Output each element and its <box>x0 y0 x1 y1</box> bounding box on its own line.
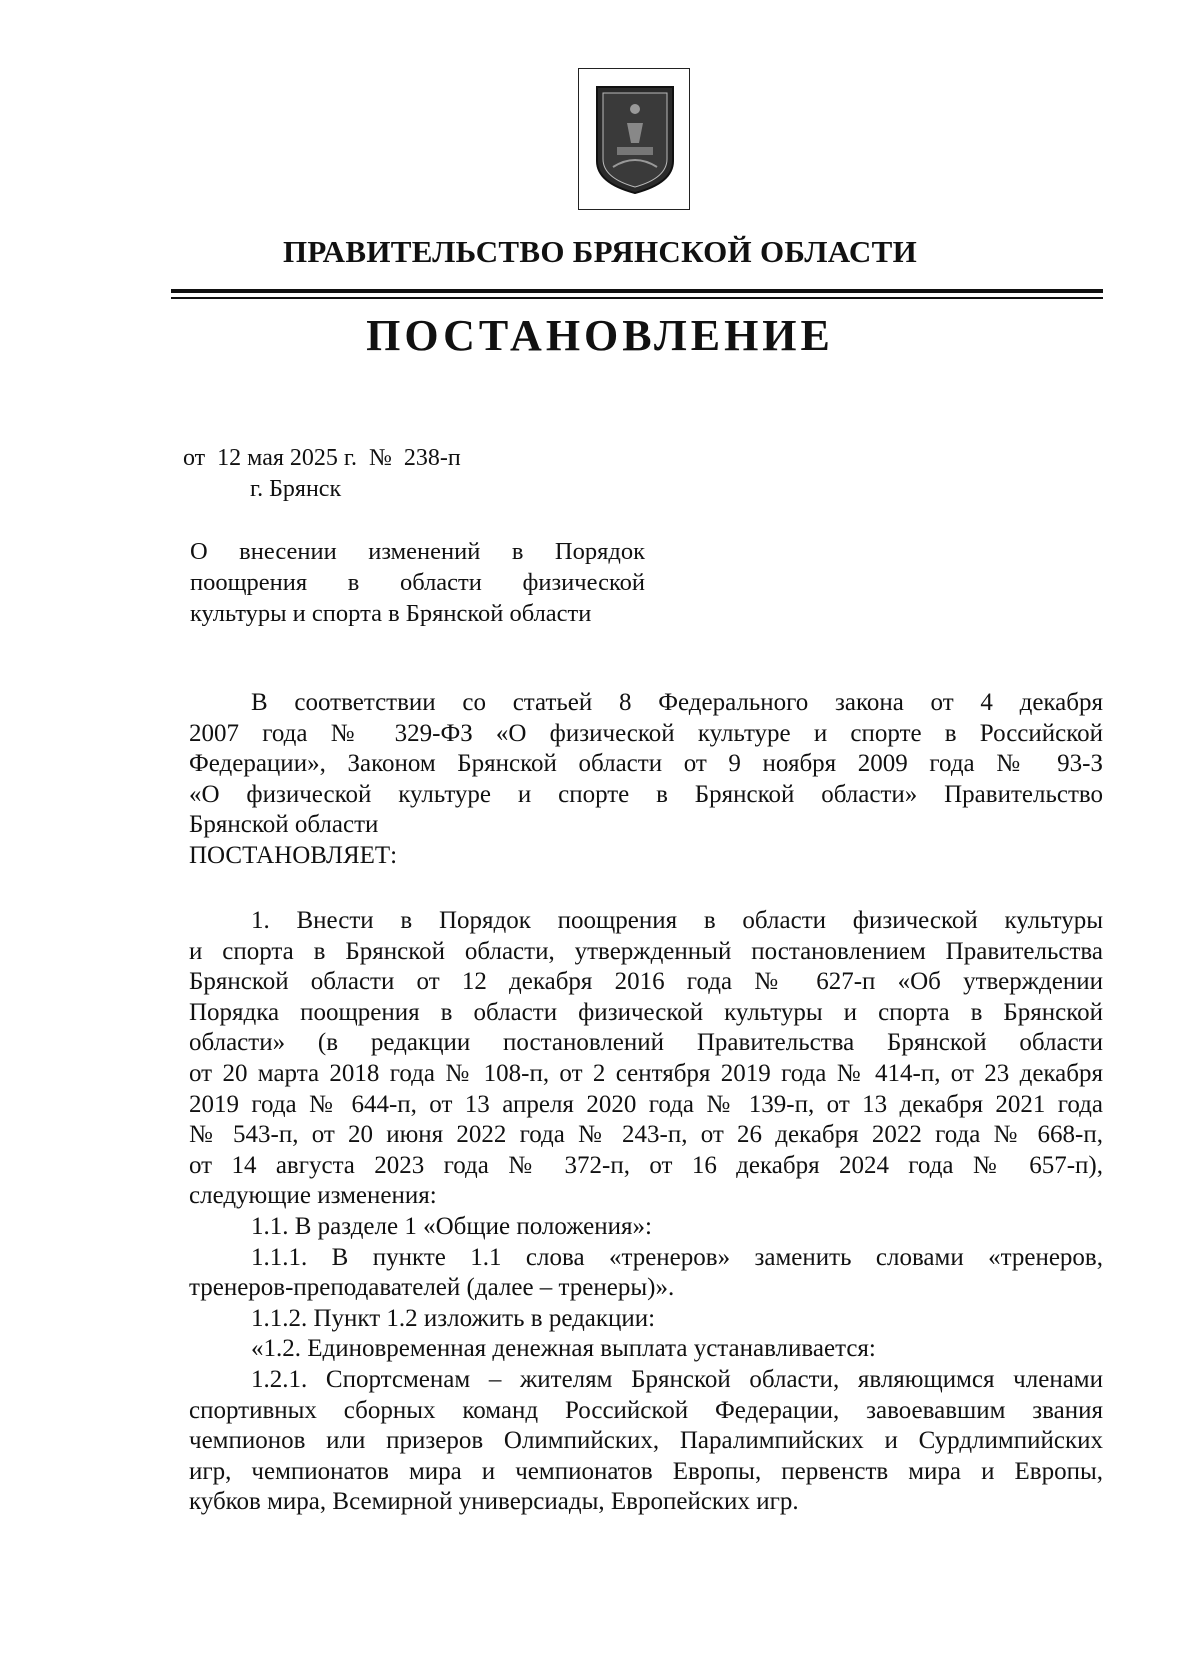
subject-line: поощрения в области физической <box>190 569 645 596</box>
document-type-title: ПОСТАНОВЛЕНИЕ <box>366 311 834 360</box>
coat-of-arms-icon <box>593 83 677 197</box>
header-rule-thin <box>171 297 1103 299</box>
text-line: 1. Внести в Порядок поощрения в области физической культуры <box>251 907 1103 934</box>
text-line: 1.1. В разделе 1 «Общие положения»: <box>251 1212 652 1240</box>
text-line: «О физической культуре и спорте в Брянской области» Правительство <box>189 780 1103 808</box>
text-line: следующие изменения: <box>189 1182 437 1210</box>
text-line: кубков мира, Всемирной универсиады, Европейских игр. <box>189 1488 799 1516</box>
header-rule-thick <box>171 289 1103 293</box>
text-line: спортивных сборных команд Российской Федерации, завоевавшим звания <box>189 1396 1103 1424</box>
text-line: чемпионов или призеров Олимпийских, Паралимпийских и Сурдлимпийских <box>189 1427 1103 1455</box>
text-line: 2019 года № 644-п, от 13 апреля 2020 года № 139-п, от 13 декабря 2021 года <box>189 1090 1103 1118</box>
text-line: 1.1.1. В пункте 1.1 слова «тренеров» заменить словами «тренеров, <box>251 1243 1103 1271</box>
text-line: и спорта в Брянской области, утвержденный постановлением Правительства <box>189 937 1103 965</box>
document-subject <box>190 536 645 629</box>
text-line: «1.2. Единовременная денежная выплата устанавливается: <box>251 1335 876 1363</box>
text-line: от 20 марта 2018 года № 108-п, от 2 сентября 2019 года № 414-п, от 23 декабря <box>189 1059 1103 1087</box>
text-line: области» (в редакции постановлений Правительства Брянской области <box>189 1029 1103 1057</box>
decree-word: ПОСТАНОВЛЯЕТ: <box>189 841 398 869</box>
subject-line: культуры и спорта в Брянской области <box>190 600 592 627</box>
text-line: от 14 августа 2023 года № 372-п, от 16 декабря 2024 года № 657-п), <box>189 1151 1103 1179</box>
text-line: 2007 года № 329-ФЗ «О физической культуре и спорте в Российской <box>189 719 1103 747</box>
text-line: 1.1.2. Пункт 1.2 изложить в редакции: <box>251 1304 656 1332</box>
text-line: 1.2.1. Спортсменам – жителям Брянской области, являющимся членами <box>251 1365 1103 1393</box>
preamble-paragraph <box>189 688 1103 872</box>
subject-line: О внесении изменений в Порядок <box>190 538 645 565</box>
text-line: В соответствии со статьей 8 Федерального закона от 4 декабря <box>251 689 1103 716</box>
text-line: игр, чемпионатов мира и чемпионатов Европы, первенств мира и Европы, <box>189 1457 1103 1485</box>
city-line: г. Брянск <box>250 476 342 502</box>
text-line: Порядка поощрения в области физической культуры и спорта в Брянской <box>189 998 1103 1026</box>
text-line: Брянской области <box>189 811 379 839</box>
text-line: Федерации», Законом Брянской области от 9 ноября 2009 года № 93-З <box>189 750 1103 778</box>
coat-of-arms-emblem <box>578 68 690 210</box>
text-line: Брянской области от 12 декабря 2016 года № 627-п «Об утверждении <box>189 968 1103 996</box>
text-line: тренеров-преподавателей (далее – тренеры)». <box>189 1274 675 1302</box>
government-title: ПРАВИТЕЛЬСТВО БРЯНСКОЙ ОБЛАСТИ <box>282 234 918 269</box>
text-line: № 543-п, от 20 июня 2022 года № 243-п, от 26 декабря 2022 года № 668-п, <box>189 1121 1103 1149</box>
decree-items <box>189 906 1103 1518</box>
date-number-line: от 12 мая 2025 г. № 238-п <box>183 445 461 471</box>
